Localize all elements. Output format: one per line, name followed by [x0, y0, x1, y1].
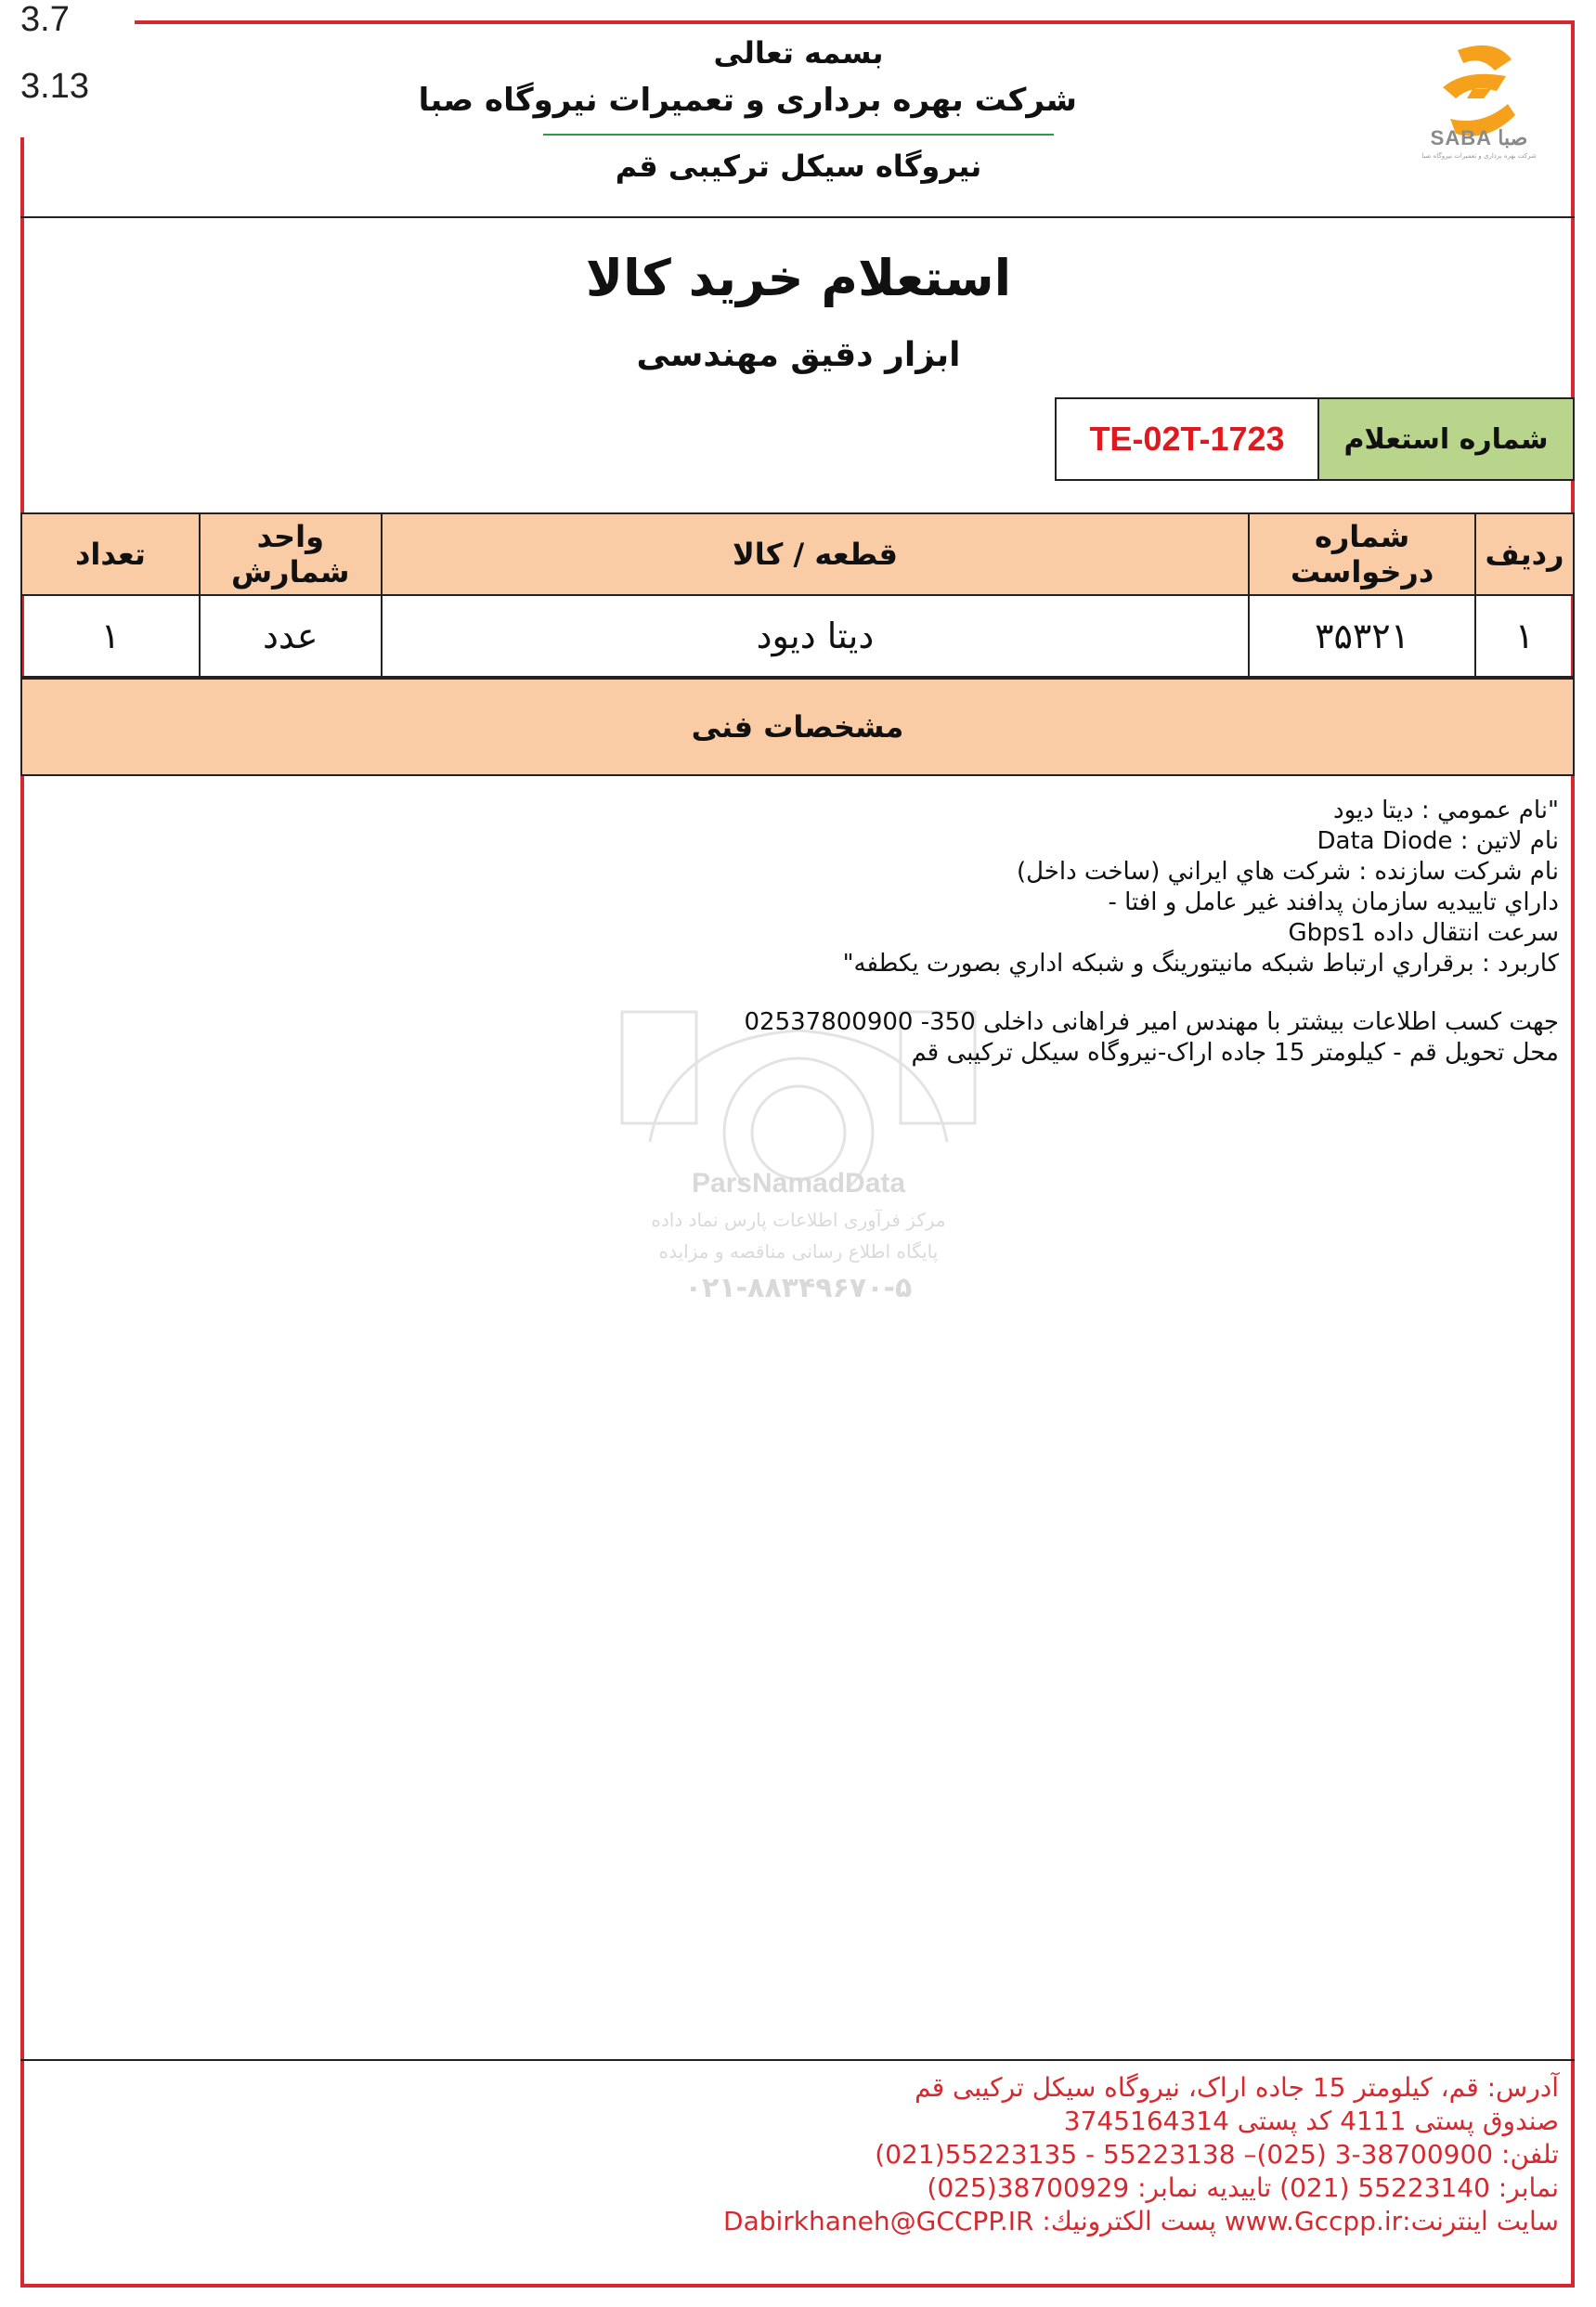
inquiry-number-box: [1055, 397, 1319, 481]
header-qty: تعداد: [21, 513, 200, 595]
contact-line-1: جهت کسب اطلاعات بیشتر با مهندس امیر فراهانی داخلی 350- 02537800900: [744, 1008, 1559, 1036]
footer-divider: [20, 2059, 1575, 2061]
version-mark-2: 3.13: [20, 67, 89, 106]
header-row-no: ردیف: [1475, 513, 1574, 595]
footer-fax: نمابر: 55223140 (021) تاییدیه نمابر: 38700929(025): [927, 2172, 1559, 2203]
footer-address: آدرس: قم، کیلومتر 15 جاده اراک، نیروگاه سیکل ترکیبی قم: [915, 2072, 1559, 2103]
watermark-phone: ۰۲۱-۸۸۳۴۹۶۷۰-۵: [684, 1272, 913, 1304]
contact-line-2: محل تحویل قم - کیلومتر 15 جاده اراک-نیروگاه سیکل ترکیبی قم: [911, 1039, 1559, 1067]
logo-text: SABA صبا: [1430, 126, 1528, 149]
footer-postal: صندوق پستی 4111 کد پستی 3745164314: [1063, 2106, 1559, 2136]
spec-line-4: داراي تاييديه سازمان پدافند غير عامل و افتا -: [1108, 888, 1559, 916]
header-unit: واحد شمارش: [200, 513, 382, 595]
footer-web-email: سایت اینترنت:www.Gccpp.ir پست الکترونیك: Dabirkhaneh@GCCPP.IR: [723, 2206, 1559, 2236]
footer-phone: تلفن: 38700900-3 (025)– 55223138 - 55223135(021): [875, 2139, 1559, 2170]
header-bismillah: بسمه تعالی: [713, 35, 884, 71]
spec-line-6: كاربرد : برقراري ارتباط شبكه مانيتورينگ و شبكه اداري بصورت يكطفه": [842, 950, 1559, 978]
cell-qty: ۱: [21, 595, 200, 677]
header-plant: نیروگاه سیکل ترکیبی قم: [615, 149, 982, 184]
company-logo: [1402, 33, 1551, 173]
inquiry-label: شماره استعلام: [1343, 422, 1549, 456]
spec-line-1: "نام عمومي : ديتا ديود: [1332, 797, 1559, 824]
cell-item: دیتا دیود: [382, 595, 1249, 677]
cell-row-no: ۱: [1475, 595, 1574, 677]
header-request-no: شماره درخواست: [1249, 513, 1475, 595]
specs-heading: مشخصات فنی: [20, 678, 1575, 776]
inquiry-number: TE-02T-1723: [1089, 420, 1285, 458]
inquiry-label-box: [1317, 397, 1575, 481]
logo-subtitle: شرکت بهره برداری و تعمیرات نیروگاه صبا: [1421, 152, 1537, 160]
table-header-row: [21, 513, 1574, 595]
spec-line-5: سرعت انتقال داده Gbps1: [1288, 919, 1559, 947]
frame-top: [135, 20, 1575, 24]
items-table: [20, 512, 1575, 678]
frame-right: [1571, 20, 1575, 2288]
cell-unit: عدد: [200, 595, 382, 677]
header-underline: [543, 134, 1054, 136]
spec-line-2: نام لاتين : Data Diode: [1317, 827, 1559, 855]
header-item: قطعه / کالا: [382, 513, 1249, 595]
frame-left: [20, 137, 24, 2288]
table-row: [21, 595, 1574, 677]
header-divider: [20, 216, 1575, 218]
page-subtitle: ابزار دقیق مهندسی: [636, 336, 961, 374]
watermark-line2: پایگاه اطلاع رسانی مناقصه و مزایده: [658, 1240, 939, 1263]
header-company: شرکت بهره برداری و تعمیرات نیروگاه صبا: [418, 82, 1077, 119]
cell-request-no: ۳۵۳۲۱: [1249, 595, 1475, 677]
page-title: استعلام خرید کالا: [585, 249, 1012, 307]
watermark-line1: مرکز فرآوری اطلاعات پارس نماد داده: [651, 1209, 946, 1231]
frame-bottom: [20, 2284, 1575, 2288]
version-mark-1: 3.7: [20, 0, 70, 39]
spec-line-3: نام شركت سازنده : شركت هاي ايراني (ساخت داخل): [1016, 858, 1559, 886]
watermark-brand: ParsNamadData: [691, 1168, 906, 1199]
